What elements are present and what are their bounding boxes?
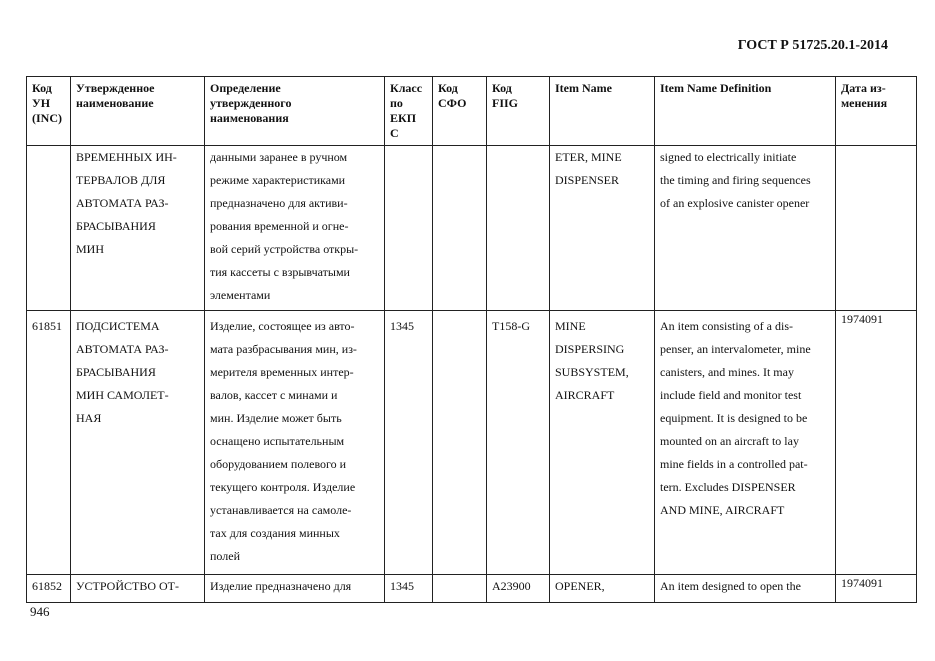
- text-line: СФО: [438, 96, 467, 110]
- text-line: режиме характеристиками: [210, 173, 346, 187]
- text-line: signed to electrically initiate: [660, 150, 797, 164]
- text-line: ЕКП: [390, 111, 417, 125]
- table-header-row: [27, 77, 917, 146]
- cell-sfo: [433, 146, 487, 311]
- text-line: Код: [438, 81, 458, 95]
- cell-fiig: [487, 146, 550, 311]
- text-line: УН: [32, 96, 51, 110]
- text-line: equipment. It is designed to be: [660, 411, 808, 425]
- cell-date: 1974091: [836, 311, 917, 575]
- text-line: МИН: [76, 242, 105, 256]
- text-line: the timing and firing sequences: [660, 173, 811, 187]
- text-line: canisters, and mines. It may: [660, 365, 794, 379]
- cell-item-definition: [655, 146, 836, 311]
- cell-item-name: [550, 575, 655, 603]
- text-line: БРАСЫВАНИЯ: [76, 219, 156, 233]
- text-line: penser, an intervalometer, mine: [660, 342, 811, 356]
- text-line: МИН САМОЛЕТ-: [76, 388, 169, 402]
- text-line: Изделие предназначено для: [210, 579, 352, 593]
- text-line: С: [390, 126, 399, 140]
- cell-class: 1345: [385, 575, 433, 603]
- text-line: mounted on an aircraft to lay: [660, 434, 799, 448]
- cell-sfo: [433, 311, 487, 575]
- text-line: НАЯ: [76, 411, 102, 425]
- text-line: рования временной и огне-: [210, 219, 349, 233]
- cell-fiig: T158-G: [487, 311, 550, 575]
- table-row: [27, 575, 917, 603]
- header-item-name-definition: [655, 77, 836, 146]
- text-line: тия кассеты с взрывчатыми: [210, 265, 350, 279]
- text-line: оснащено испытательным: [210, 434, 345, 448]
- text-line: БРАСЫВАНИЯ: [76, 365, 156, 379]
- cell-date: [836, 146, 917, 311]
- cell-inc: [27, 146, 71, 311]
- text-line: ТЕРВАЛОВ ДЛЯ: [76, 173, 166, 187]
- cell-fiig: A23900: [487, 575, 550, 603]
- cell-item-name: [550, 146, 655, 311]
- header-definition: [205, 77, 385, 146]
- text-line: AND MINE, AIRCRAFT: [660, 503, 785, 517]
- text-line: of an explosive canister opener: [660, 196, 810, 210]
- cell-sfo: [433, 575, 487, 603]
- text-line: Определение: [210, 81, 281, 95]
- header-inc: [27, 77, 71, 146]
- cell-name: [71, 146, 205, 311]
- text-line: текущего контроля. Изделие: [210, 480, 356, 494]
- cell-definition: [205, 311, 385, 575]
- cell-class: [385, 146, 433, 311]
- text-line: AIRCRAFT: [555, 388, 615, 402]
- text-line: FIIG: [492, 96, 519, 110]
- text-line: Дата из-: [841, 81, 886, 95]
- text-line: мин. Изделие может быть: [210, 411, 342, 425]
- text-line: по: [390, 96, 403, 110]
- text-line: наименования: [210, 111, 289, 125]
- text-line: предназначено для активи-: [210, 196, 348, 210]
- text-line: тах для создания минных: [210, 526, 340, 540]
- cell-inc: 61851: [27, 311, 71, 575]
- text-line: include field and monitor test: [660, 388, 802, 402]
- text-line: устанавливается на самоле-: [210, 503, 352, 517]
- standard-designation: ГОСТ Р 51725.20.1-2014: [737, 38, 888, 53]
- text-line: An item designed to open the: [660, 579, 801, 593]
- text-line: SUBSYSTEM,: [555, 365, 629, 379]
- text-line: полей: [210, 549, 240, 563]
- text-line: Утвержденное: [76, 81, 155, 95]
- text-line: Класс: [390, 81, 423, 95]
- text-line: Код: [32, 81, 52, 95]
- text-line: MINE: [555, 319, 586, 333]
- text-line: mine fields in a controlled pat-: [660, 457, 808, 471]
- text-line: An item consisting of a dis-: [660, 319, 793, 333]
- header-approved-name: [71, 77, 205, 146]
- cell-definition: [205, 575, 385, 603]
- text-line: ПОДСИСТЕМА: [76, 319, 160, 333]
- text-line: Код: [492, 81, 512, 95]
- table-row: [27, 311, 917, 575]
- text-line: наименование: [76, 96, 154, 110]
- header-fiig: [487, 77, 550, 146]
- text-line: элементами: [210, 288, 271, 302]
- cell-name: [71, 311, 205, 575]
- text-line: Item Name Definition: [660, 81, 772, 95]
- cell-class: 1345: [385, 311, 433, 575]
- text-line: DISPENSER: [555, 173, 620, 187]
- cell-name: [71, 575, 205, 603]
- text-line: менения: [841, 96, 888, 110]
- text-line: АВТОМАТА РАЗ-: [76, 196, 169, 210]
- header-class: [385, 77, 433, 146]
- page-number: 946: [30, 604, 50, 619]
- text-line: tern. Excludes DISPENSER: [660, 480, 796, 494]
- text-line: ETER, MINE: [555, 150, 622, 164]
- cell-item-definition: [655, 311, 836, 575]
- text-line: (INC): [32, 111, 62, 125]
- text-line: валов, кассет с минами и: [210, 388, 338, 402]
- text-line: Изделие, состоящее из авто-: [210, 319, 355, 333]
- table-row: [27, 146, 917, 311]
- text-line: оборудованием полевого и: [210, 457, 347, 471]
- cell-item-definition: [655, 575, 836, 603]
- cell-date: 1974091: [836, 575, 917, 603]
- text-line: мерителя временных интер-: [210, 365, 354, 379]
- header-change-date: [836, 77, 917, 146]
- catalog-table: [26, 76, 917, 603]
- header-item-name: [550, 77, 655, 146]
- text-line: данными заранее в ручном: [210, 150, 348, 164]
- text-line: вой серий устройства откры-: [210, 242, 359, 256]
- text-line: мата разбрасывания мин, из-: [210, 342, 357, 356]
- header-sfo: [433, 77, 487, 146]
- text-line: ВРЕМЕННЫХ ИН-: [76, 150, 177, 164]
- cell-inc: 61852: [27, 575, 71, 603]
- text-line: OPENER,: [555, 579, 605, 593]
- text-line: АВТОМАТА РАЗ-: [76, 342, 169, 356]
- text-line: утвержденного: [210, 96, 292, 110]
- text-line: Item Name: [555, 81, 612, 95]
- text-line: DISPERSING: [555, 342, 625, 356]
- text-line: УСТРОЙСТВО ОТ-: [76, 579, 179, 593]
- cell-item-name: [550, 311, 655, 575]
- cell-definition: [205, 146, 385, 311]
